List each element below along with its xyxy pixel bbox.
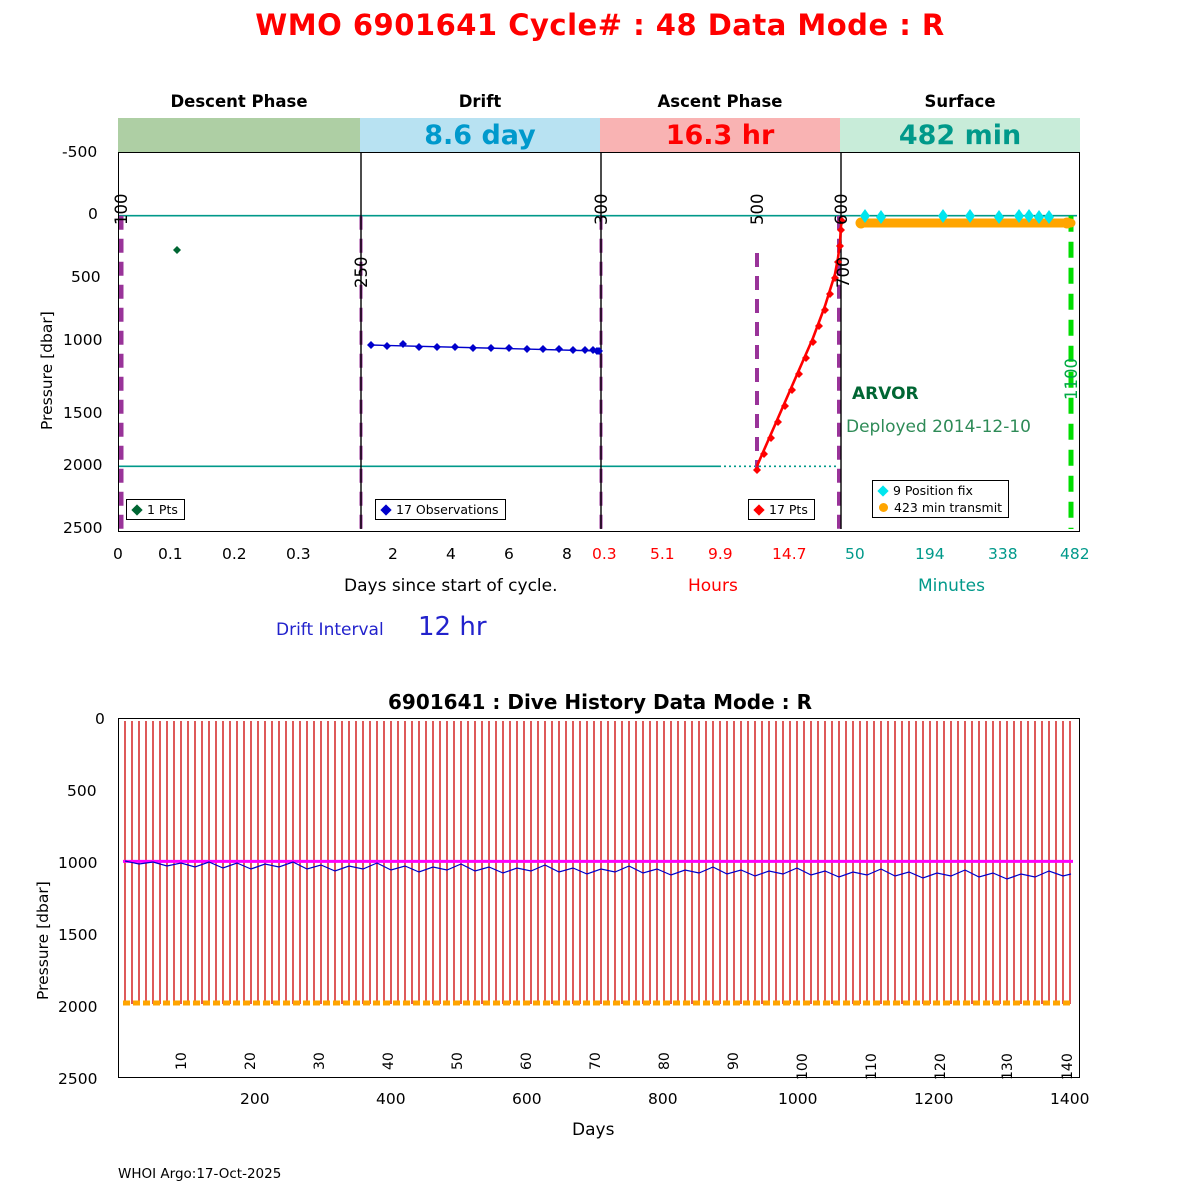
cycle-label-20: 20 xyxy=(243,1052,259,1070)
xtick-bottom-1: 400 xyxy=(376,1090,406,1108)
phase-value-ascent: 16.3 hr xyxy=(665,120,775,151)
vnum-600: 600 xyxy=(832,193,851,225)
xlabel-minutes: Minutes xyxy=(918,576,985,596)
xtick-days-0: 0 xyxy=(113,545,123,563)
legend-label-descent: 1 Pts xyxy=(147,502,178,517)
vnum-300: 300 xyxy=(592,193,611,225)
cycle-label-70: 70 xyxy=(588,1052,604,1070)
legend-marker-positionfix xyxy=(877,485,888,496)
cycle-label-40: 40 xyxy=(381,1052,397,1070)
xtick-minutes-3: 482 xyxy=(1060,545,1090,563)
credit-text: WHOI Argo:17-Oct-2025 xyxy=(118,1166,282,1182)
xtick-minutes-1: 194 xyxy=(915,545,945,563)
cycle-label-130: 130 xyxy=(1000,1053,1016,1080)
ylabel-bottom: Pressure [dbar] xyxy=(34,881,52,1000)
legend-label-transmit: 423 min transmit xyxy=(894,500,1003,515)
legend-drift xyxy=(375,499,506,520)
ytick-top-3: 1000 xyxy=(63,331,103,349)
phase-label-surface: Surface xyxy=(924,92,996,111)
ytick-top-5: 2000 xyxy=(63,456,103,474)
xtick-days-5: 4 xyxy=(446,545,456,563)
legend-label-positionfix: 9 Position fix xyxy=(893,483,973,498)
legend-label-ascent: 17 Pts xyxy=(769,502,808,517)
xtick-bottom-2: 600 xyxy=(512,1090,542,1108)
legend-label-drift: 17 Observations xyxy=(396,502,499,517)
xtick-days-6: 6 xyxy=(504,545,514,563)
cycle-label-30: 30 xyxy=(312,1052,328,1070)
ytick-bottom-4: 2000 xyxy=(58,998,98,1016)
xtick-hours-0: 0.3 xyxy=(592,545,617,563)
xtick-days-2: 0.2 xyxy=(222,545,247,563)
xtick-days-1: 0.1 xyxy=(158,545,183,563)
ytick-top-0: -500 xyxy=(62,143,98,161)
xtick-bottom-5: 1200 xyxy=(914,1090,954,1108)
phase-band-drift xyxy=(360,118,600,153)
xtick-bottom-6: 1400 xyxy=(1050,1090,1090,1108)
phase-band-surface xyxy=(840,118,1080,153)
legend-marker-ascent xyxy=(753,504,764,515)
cycle-label-140: 140 xyxy=(1060,1053,1076,1080)
ytick-top-6: 2500 xyxy=(63,519,103,537)
drift-interval-label: Drift Interval xyxy=(276,620,384,640)
vnum-100: 100 xyxy=(112,193,131,225)
legend-ascent xyxy=(748,499,815,520)
ytick-bottom-5: 2500 xyxy=(58,1070,98,1088)
float-type-label: ARVOR xyxy=(852,384,919,404)
cycle-label-60: 60 xyxy=(519,1052,535,1070)
ytick-bottom-0: 0 xyxy=(95,710,105,728)
xtick-days-3: 0.3 xyxy=(286,545,311,563)
phase-band-descent xyxy=(118,118,360,153)
cycle-label-90: 90 xyxy=(726,1052,742,1070)
phase-label-descent: Descent Phase xyxy=(170,92,308,111)
xtick-days-7: 8 xyxy=(562,545,572,563)
cycle-label-50: 50 xyxy=(450,1052,466,1070)
xtick-bottom-4: 1000 xyxy=(778,1090,818,1108)
xtick-minutes-0: 50 xyxy=(845,545,865,563)
vnum-700: 700 xyxy=(834,256,853,288)
dive-history-title: 6901641 : Dive History Data Mode : R xyxy=(388,690,812,714)
vnum-1100: 1100 xyxy=(1062,358,1081,400)
phase-label-ascent: Ascent Phase xyxy=(657,92,783,111)
ytick-bottom-3: 1500 xyxy=(58,926,98,944)
ytick-bottom-2: 1000 xyxy=(58,854,98,872)
ytick-top-2: 500 xyxy=(71,268,101,286)
ylabel-top: Pressure [dbar] xyxy=(38,311,56,430)
drift-interval-value: 12 hr xyxy=(418,612,487,642)
legend-marker-descent xyxy=(131,504,142,515)
phase-value-drift: 8.6 day xyxy=(424,120,536,151)
phase-label-drift: Drift xyxy=(458,92,502,111)
cycle-label-100: 100 xyxy=(795,1053,811,1080)
xtick-hours-2: 9.9 xyxy=(708,545,733,563)
legend-surface xyxy=(872,480,1009,518)
ytick-top-4: 1500 xyxy=(63,404,103,422)
cycle-label-120: 120 xyxy=(933,1053,949,1080)
vnum-500: 500 xyxy=(748,193,767,225)
xlabel-days: Days since start of cycle. xyxy=(344,576,558,596)
xlabel-hours: Hours xyxy=(688,576,738,596)
legend-marker-transmit xyxy=(879,503,888,512)
ytick-top-1: 0 xyxy=(88,205,98,223)
phase-value-surface: 482 min xyxy=(898,120,1022,151)
page-title: WMO 6901641 Cycle# : 48 Data Mode : R xyxy=(255,8,945,42)
xtick-hours-1: 5.1 xyxy=(650,545,675,563)
xtick-hours-3: 14.7 xyxy=(772,545,807,563)
legend-descent xyxy=(126,499,185,520)
deploy-date-label: Deployed 2014-12-10 xyxy=(846,417,1031,437)
cycle-label-10: 10 xyxy=(174,1052,190,1070)
ytick-bottom-1: 500 xyxy=(67,782,97,800)
vnum-250: 250 xyxy=(352,256,371,288)
xtick-bottom-3: 800 xyxy=(648,1090,678,1108)
xtick-bottom-0: 200 xyxy=(240,1090,270,1108)
phase-band-ascent xyxy=(600,118,840,153)
xlabel-bottom: Days xyxy=(572,1120,615,1140)
cycle-label-80: 80 xyxy=(657,1052,673,1070)
xtick-minutes-2: 338 xyxy=(988,545,1018,563)
legend-marker-drift xyxy=(380,504,391,515)
cycle-label-110: 110 xyxy=(864,1053,880,1080)
xtick-days-4: 2 xyxy=(388,545,398,563)
